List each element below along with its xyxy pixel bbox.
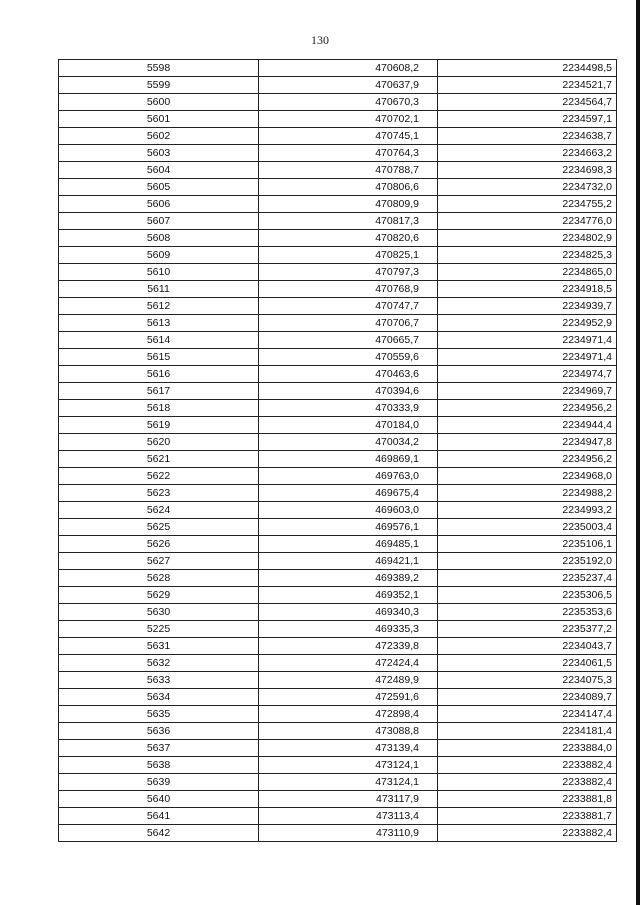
point-number-cell: 5636 (59, 723, 259, 740)
y-coordinate-cell: 2234993,2 (438, 502, 617, 519)
x-coordinate-cell: 470034,2 (259, 434, 438, 451)
x-coordinate-cell: 473124,1 (259, 774, 438, 791)
y-coordinate-cell: 2234564,7 (438, 94, 617, 111)
x-coordinate-cell: 470665,7 (259, 332, 438, 349)
y-coordinate-cell: 2234498,5 (438, 60, 617, 77)
y-coordinate-cell: 2233882,4 (438, 757, 617, 774)
y-coordinate-cell: 2234776,0 (438, 213, 617, 230)
x-coordinate-cell: 470825,1 (259, 247, 438, 264)
x-coordinate-cell: 469352,1 (259, 587, 438, 604)
y-coordinate-cell: 2234061,5 (438, 655, 617, 672)
point-number-cell: 5620 (59, 434, 259, 451)
y-coordinate-cell: 2234956,2 (438, 400, 617, 417)
x-coordinate-cell: 469335,3 (259, 621, 438, 638)
point-number-cell: 5639 (59, 774, 259, 791)
page-number: 130 (311, 33, 329, 47)
x-coordinate-cell: 469340,3 (259, 604, 438, 621)
point-number-cell: 5602 (59, 128, 259, 145)
point-number-cell: 5635 (59, 706, 259, 723)
x-coordinate-cell: 470745,1 (259, 128, 438, 145)
coordinates-table (58, 59, 617, 842)
y-coordinate-cell: 2234043,7 (438, 638, 617, 655)
point-number-cell: 5616 (59, 366, 259, 383)
x-coordinate-cell: 472591,6 (259, 689, 438, 706)
point-number-cell: 5225 (59, 621, 259, 638)
table-row (59, 434, 617, 451)
table-row (59, 298, 617, 315)
y-coordinate-cell: 2234971,4 (438, 349, 617, 366)
y-coordinate-cell: 2235353,6 (438, 604, 617, 621)
point-number-cell: 5626 (59, 536, 259, 553)
table-row (59, 774, 617, 791)
x-coordinate-cell: 470637,9 (259, 77, 438, 94)
x-coordinate-cell: 473124,1 (259, 757, 438, 774)
table-row (59, 94, 617, 111)
x-coordinate-cell: 472424,4 (259, 655, 438, 672)
point-number-cell: 5606 (59, 196, 259, 213)
point-number-cell: 5625 (59, 519, 259, 536)
table-row (59, 502, 617, 519)
x-coordinate-cell: 470797,3 (259, 264, 438, 281)
table-row (59, 723, 617, 740)
y-coordinate-cell: 2234947,8 (438, 434, 617, 451)
point-number-cell: 5610 (59, 264, 259, 281)
table-row (59, 587, 617, 604)
point-number-cell: 5605 (59, 179, 259, 196)
y-coordinate-cell: 2234521,7 (438, 77, 617, 94)
y-coordinate-cell: 2234663,2 (438, 145, 617, 162)
point-number-cell: 5631 (59, 638, 259, 655)
table-row (59, 179, 617, 196)
x-coordinate-cell: 470463,6 (259, 366, 438, 383)
x-coordinate-cell: 470608,2 (259, 60, 438, 77)
table-row (59, 689, 617, 706)
table-row (59, 145, 617, 162)
table-row (59, 570, 617, 587)
x-coordinate-cell: 470788,7 (259, 162, 438, 179)
point-number-cell: 5618 (59, 400, 259, 417)
table-row (59, 332, 617, 349)
x-coordinate-cell: 473088,8 (259, 723, 438, 740)
y-coordinate-cell: 2234971,4 (438, 332, 617, 349)
y-coordinate-cell: 2234944,4 (438, 417, 617, 434)
point-number-cell: 5623 (59, 485, 259, 502)
y-coordinate-cell: 2234968,0 (438, 468, 617, 485)
table-row (59, 128, 617, 145)
y-coordinate-cell: 2235237,4 (438, 570, 617, 587)
point-number-cell: 5598 (59, 60, 259, 77)
point-number-cell: 5629 (59, 587, 259, 604)
y-coordinate-cell: 2234969,7 (438, 383, 617, 400)
point-number-cell: 5612 (59, 298, 259, 315)
point-number-cell: 5630 (59, 604, 259, 621)
table-row (59, 281, 617, 298)
x-coordinate-cell: 470333,9 (259, 400, 438, 417)
y-coordinate-cell: 2235377,2 (438, 621, 617, 638)
coordinates-table-body (59, 60, 617, 842)
table-row (59, 604, 617, 621)
point-number-cell: 5613 (59, 315, 259, 332)
table-row (59, 672, 617, 689)
point-number-cell: 5628 (59, 570, 259, 587)
x-coordinate-cell: 469576,1 (259, 519, 438, 536)
x-coordinate-cell: 470806,6 (259, 179, 438, 196)
x-coordinate-cell: 470747,7 (259, 298, 438, 315)
y-coordinate-cell: 2233881,8 (438, 791, 617, 808)
table-row (59, 60, 617, 77)
point-number-cell: 5614 (59, 332, 259, 349)
point-number-cell: 5633 (59, 672, 259, 689)
point-number-cell: 5634 (59, 689, 259, 706)
table-row (59, 213, 617, 230)
x-coordinate-cell: 470559,6 (259, 349, 438, 366)
table-row (59, 264, 617, 281)
y-coordinate-cell: 2234597,1 (438, 111, 617, 128)
x-coordinate-cell: 470817,3 (259, 213, 438, 230)
table-row (59, 655, 617, 672)
x-coordinate-cell: 473110,9 (259, 825, 438, 842)
point-number-cell: 5617 (59, 383, 259, 400)
x-coordinate-cell: 469675,4 (259, 485, 438, 502)
point-number-cell: 5622 (59, 468, 259, 485)
x-coordinate-cell: 469603,0 (259, 502, 438, 519)
table-row (59, 77, 617, 94)
table-row (59, 451, 617, 468)
x-coordinate-cell: 472898,4 (259, 706, 438, 723)
y-coordinate-cell: 2234939,7 (438, 298, 617, 315)
y-coordinate-cell: 2234918,5 (438, 281, 617, 298)
y-coordinate-cell: 2234825,3 (438, 247, 617, 264)
y-coordinate-cell: 2234089,7 (438, 689, 617, 706)
x-coordinate-cell: 470184,0 (259, 417, 438, 434)
point-number-cell: 5638 (59, 757, 259, 774)
y-coordinate-cell: 2234802,9 (438, 230, 617, 247)
y-coordinate-cell: 2234732,0 (438, 179, 617, 196)
table-row (59, 383, 617, 400)
table-row (59, 536, 617, 553)
x-coordinate-cell: 472339,8 (259, 638, 438, 655)
point-number-cell: 5640 (59, 791, 259, 808)
y-coordinate-cell: 2233882,4 (438, 774, 617, 791)
point-number-cell: 5619 (59, 417, 259, 434)
y-coordinate-cell: 2234865,0 (438, 264, 617, 281)
y-coordinate-cell: 2235306,5 (438, 587, 617, 604)
y-coordinate-cell: 2234638,7 (438, 128, 617, 145)
x-coordinate-cell: 469869,1 (259, 451, 438, 468)
table-row (59, 706, 617, 723)
y-coordinate-cell: 2234147,4 (438, 706, 617, 723)
x-coordinate-cell: 469421,1 (259, 553, 438, 570)
table-row (59, 757, 617, 774)
point-number-cell: 5624 (59, 502, 259, 519)
y-coordinate-cell: 2234755,2 (438, 196, 617, 213)
y-coordinate-cell: 2235106,1 (438, 536, 617, 553)
table-row (59, 553, 617, 570)
table-row (59, 349, 617, 366)
x-coordinate-cell: 470670,3 (259, 94, 438, 111)
y-coordinate-cell: 2234974,7 (438, 366, 617, 383)
point-number-cell: 5604 (59, 162, 259, 179)
y-coordinate-cell: 2235003,4 (438, 519, 617, 536)
y-coordinate-cell: 2233881,7 (438, 808, 617, 825)
point-number-cell: 5600 (59, 94, 259, 111)
point-number-cell: 5637 (59, 740, 259, 757)
x-coordinate-cell: 470768,9 (259, 281, 438, 298)
point-number-cell: 5641 (59, 808, 259, 825)
point-number-cell: 5608 (59, 230, 259, 247)
point-number-cell: 5621 (59, 451, 259, 468)
point-number-cell: 5615 (59, 349, 259, 366)
table-row (59, 808, 617, 825)
y-coordinate-cell: 2234956,2 (438, 451, 617, 468)
table-row (59, 230, 617, 247)
table-row (59, 519, 617, 536)
x-coordinate-cell: 472489,9 (259, 672, 438, 689)
scan-edge-shadow (636, 0, 640, 905)
point-number-cell: 5607 (59, 213, 259, 230)
x-coordinate-cell: 470764,3 (259, 145, 438, 162)
x-coordinate-cell: 470394,6 (259, 383, 438, 400)
table-row (59, 485, 617, 502)
table-row (59, 468, 617, 485)
table-row (59, 247, 617, 264)
point-number-cell: 5611 (59, 281, 259, 298)
y-coordinate-cell: 2234075,3 (438, 672, 617, 689)
y-coordinate-cell: 2234988,2 (438, 485, 617, 502)
x-coordinate-cell: 469485,1 (259, 536, 438, 553)
point-number-cell: 5627 (59, 553, 259, 570)
y-coordinate-cell: 2234181,4 (438, 723, 617, 740)
x-coordinate-cell: 470820,6 (259, 230, 438, 247)
x-coordinate-cell: 473113,4 (259, 808, 438, 825)
table-row (59, 740, 617, 757)
x-coordinate-cell: 469763,0 (259, 468, 438, 485)
table-row (59, 621, 617, 638)
y-coordinate-cell: 2234698,3 (438, 162, 617, 179)
x-coordinate-cell: 470702,1 (259, 111, 438, 128)
x-coordinate-cell: 473117,9 (259, 791, 438, 808)
table-row (59, 638, 617, 655)
x-coordinate-cell: 470809,9 (259, 196, 438, 213)
point-number-cell: 5632 (59, 655, 259, 672)
table-row (59, 162, 617, 179)
point-number-cell: 5609 (59, 247, 259, 264)
table-row (59, 196, 617, 213)
table-row (59, 111, 617, 128)
table-row (59, 825, 617, 842)
point-number-cell: 5599 (59, 77, 259, 94)
table-row (59, 400, 617, 417)
point-number-cell: 5642 (59, 825, 259, 842)
y-coordinate-cell: 2234952,9 (438, 315, 617, 332)
table-row (59, 417, 617, 434)
x-coordinate-cell: 473139,4 (259, 740, 438, 757)
y-coordinate-cell: 2233882,4 (438, 825, 617, 842)
x-coordinate-cell: 469389,2 (259, 570, 438, 587)
y-coordinate-cell: 2233884,0 (438, 740, 617, 757)
y-coordinate-cell: 2235192,0 (438, 553, 617, 570)
table-row (59, 315, 617, 332)
table-row (59, 791, 617, 808)
point-number-cell: 5601 (59, 111, 259, 128)
table-row (59, 366, 617, 383)
point-number-cell: 5603 (59, 145, 259, 162)
x-coordinate-cell: 470706,7 (259, 315, 438, 332)
